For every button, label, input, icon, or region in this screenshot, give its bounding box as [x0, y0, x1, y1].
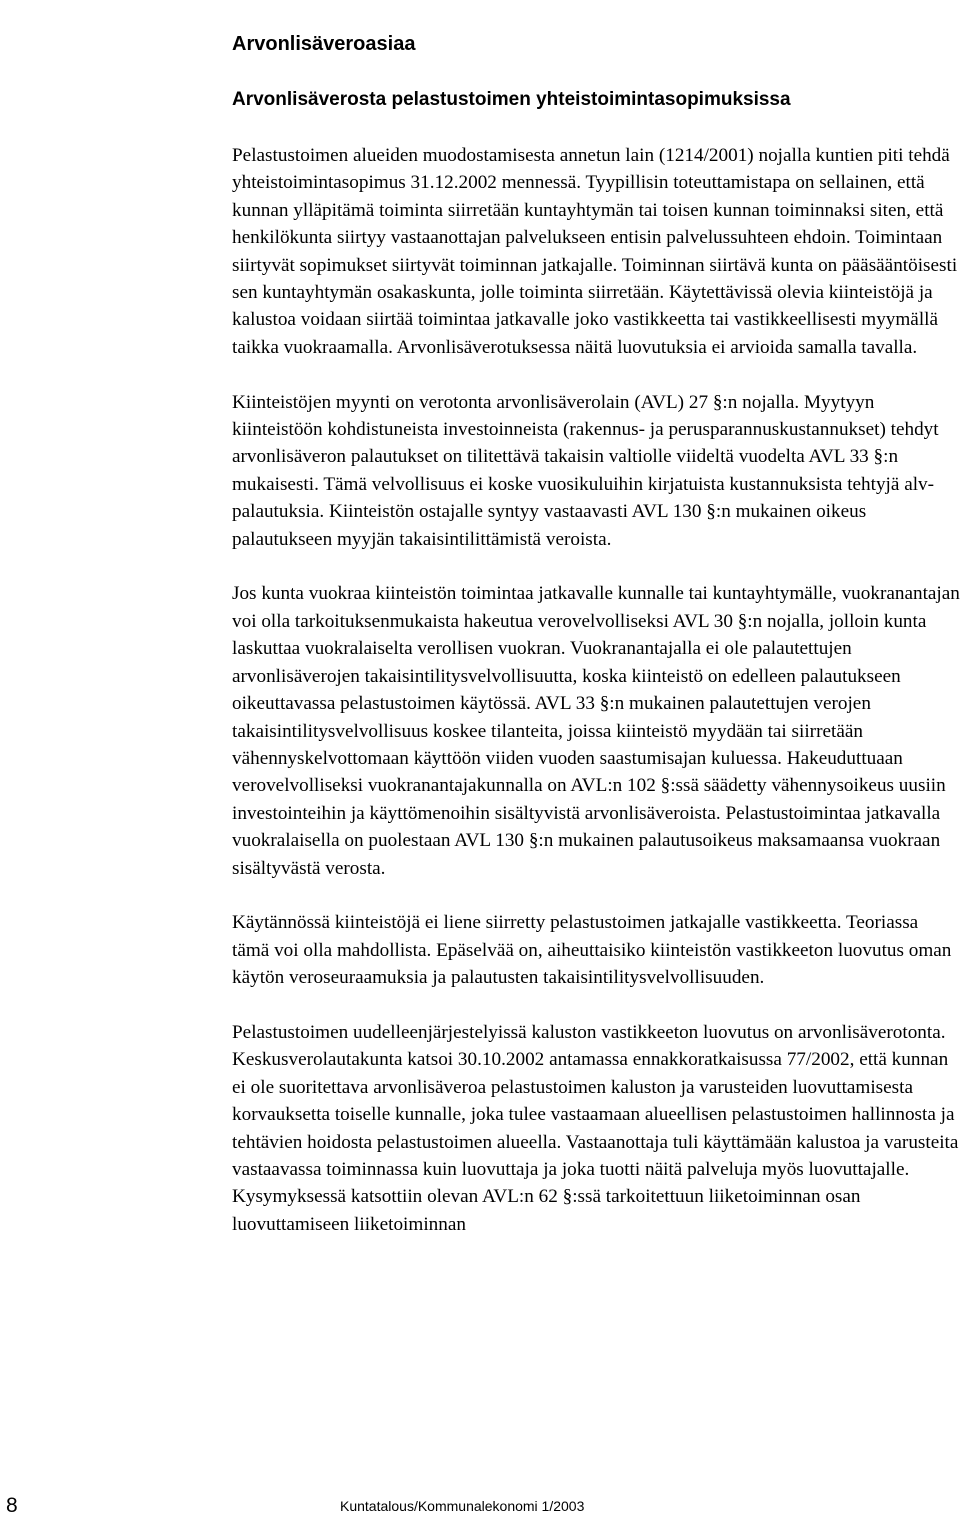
section-title: Arvonlisäveroasiaa	[232, 33, 416, 55]
paragraph-5: Pelastustoimen uudelleenjärjestelyissä kaluston vastikkeeton luovutus on arvonlisäverotonta. Keskusverolautakunta katsoi 30.10.2002 antamassa ennakkoratkaisussa 77/2002, että kunnan ei ole suoritettava arvonlisäveroa pelastustoimen kaluston ja varusteiden luovuttamisesta korvauksetta toiselle kunnalle, joka tulee vastaamaan alueellisen pelastustoimen hallinnosta ja tehtävien hoidosta pelastustoimen alueella. Vastaanottaja tuli käyttämään kalustoa ja varusteita vastaavassa toiminnassa kuin luovuttaja ja joka tuotti näitä palveluja myös luovuttajalle. Kysymyksessä katsottiin olevan AVL:n 62 §:ssä tarkoitettuun liiketoiminnan osan luovuttamiseen liiketoiminnan	[232, 1021, 959, 1235]
paragraph-4: Käytännössä kiinteistöjä ei liene siirretty pelastustoimen jatkajalle vastikkeetta. Teoriassa tämä voi olla mahdollista. Epäselvää on, aiheuttaisiko kiinteistön vastikkeeton luovutus oman käytön veroseuraamuksia ja palautusten takaisintilitysvelvollisuuden.	[232, 912, 952, 989]
paragraph-2: Kiinteistöjen myynti on verotonta arvonlisäverolain (AVL) 27 §:n nojalla. Myytyyn kiinteistöön kohdistuneista investoinneista (rakennus- ja perusparannuskustannukset) tehdyt arvonlisäveron palautukset on tilitettävä takaisin valtiolle viideltä vuodelta AVL 33 §:n mukaisesti. Tämä velvollisuus ei koske vuosikuluihin kirjatuista kustannuksista tehtyjä alv-palautuksia. Kiinteistön ostajalle syntyy vastaavasti AVL 130 §:n mukainen oikeus palautukseen myyjän takaisintilittämistä veroista.	[232, 391, 939, 550]
publication-footer: Kuntatalous/Kommunalekonomi 1/2003	[340, 1498, 585, 1514]
article-title: Arvonlisäverosta pelastustoimen yhteistoimintasopimuksissa	[232, 89, 791, 110]
article-body	[232, 142, 960, 1266]
paragraph-1: Pelastustoimen alueiden muodostamisesta annetun lain (1214/2001) nojalla kuntien piti tehdä yhteistoimintasopimus 31.12.2002 mennessä. Tyypillisin toteuttamistapa on sellainen, että kunnan ylläpitämä toiminta siirretään kuntayhtymän tai toisen kunnan toiminnaksi siten, että henkilökunta siirtyy vastaanottajan palvelukseen entisin palvelussuhteen ehdoin. Toimintaan siirtyvät sopimukset siirtyvät toiminnan jatkajalle. Toiminnan siirtävä kunta on pääsääntöisesti sen kuntayhtymän osakaskunta, jolle toiminta siirretään. Käytettävissä olevia kiinteistöjä ja kalustoa voidaan siirtää toimintaa jatkavalle joko vastikkeetta tai vastikkeellisesti myymällä taikka vuokraamalla. Arvonlisäverotuksessa näitä luovutuksia ei arvioida samalla tavalla.	[232, 145, 958, 358]
paragraph-3: Jos kunta vuokraa kiinteistön toimintaa jatkavalle kunnalle tai kuntayhtymälle, vuokranantajan voi olla tarkoituksenmukaista hakeutua verovelvolliseksi AVL 30 §:n nojalla, jolloin kunta laskuttaa vuokralaiselta verollisen vuokran. Vuokranantajalla ei ole palautettujen arvonlisäverojen takaisintilitysvelvollisuutta, koska kiinteistö on edelleen palautukseen oikeuttavassa pelastustoimen käytössä. AVL 33 §:n mukainen palautettujen verojen takaisintilitysvelvollisuus koskee tilanteita, joissa kiinteistö myydään tai siirretään vähennyskelvottomaan käyttöön viiden vuoden saastumisajan kuluessa. Hakeuduttuaan verovelvolliseksi vuokranantajakunnalla on AVL:n 102 §:ssä säädetty vähennysoikeus uusiin investointeihin ja käyttömenoihin sisältyvistä arvonlisäveroista. Pelastustoimintaa jatkavalla vuokralaisella on puolestaan AVL 130 §:n mukainen palautusoikeus maksamaansa vuokraan sisältyvästä verosta.	[232, 583, 960, 879]
page-number: 8	[6, 1494, 18, 1517]
